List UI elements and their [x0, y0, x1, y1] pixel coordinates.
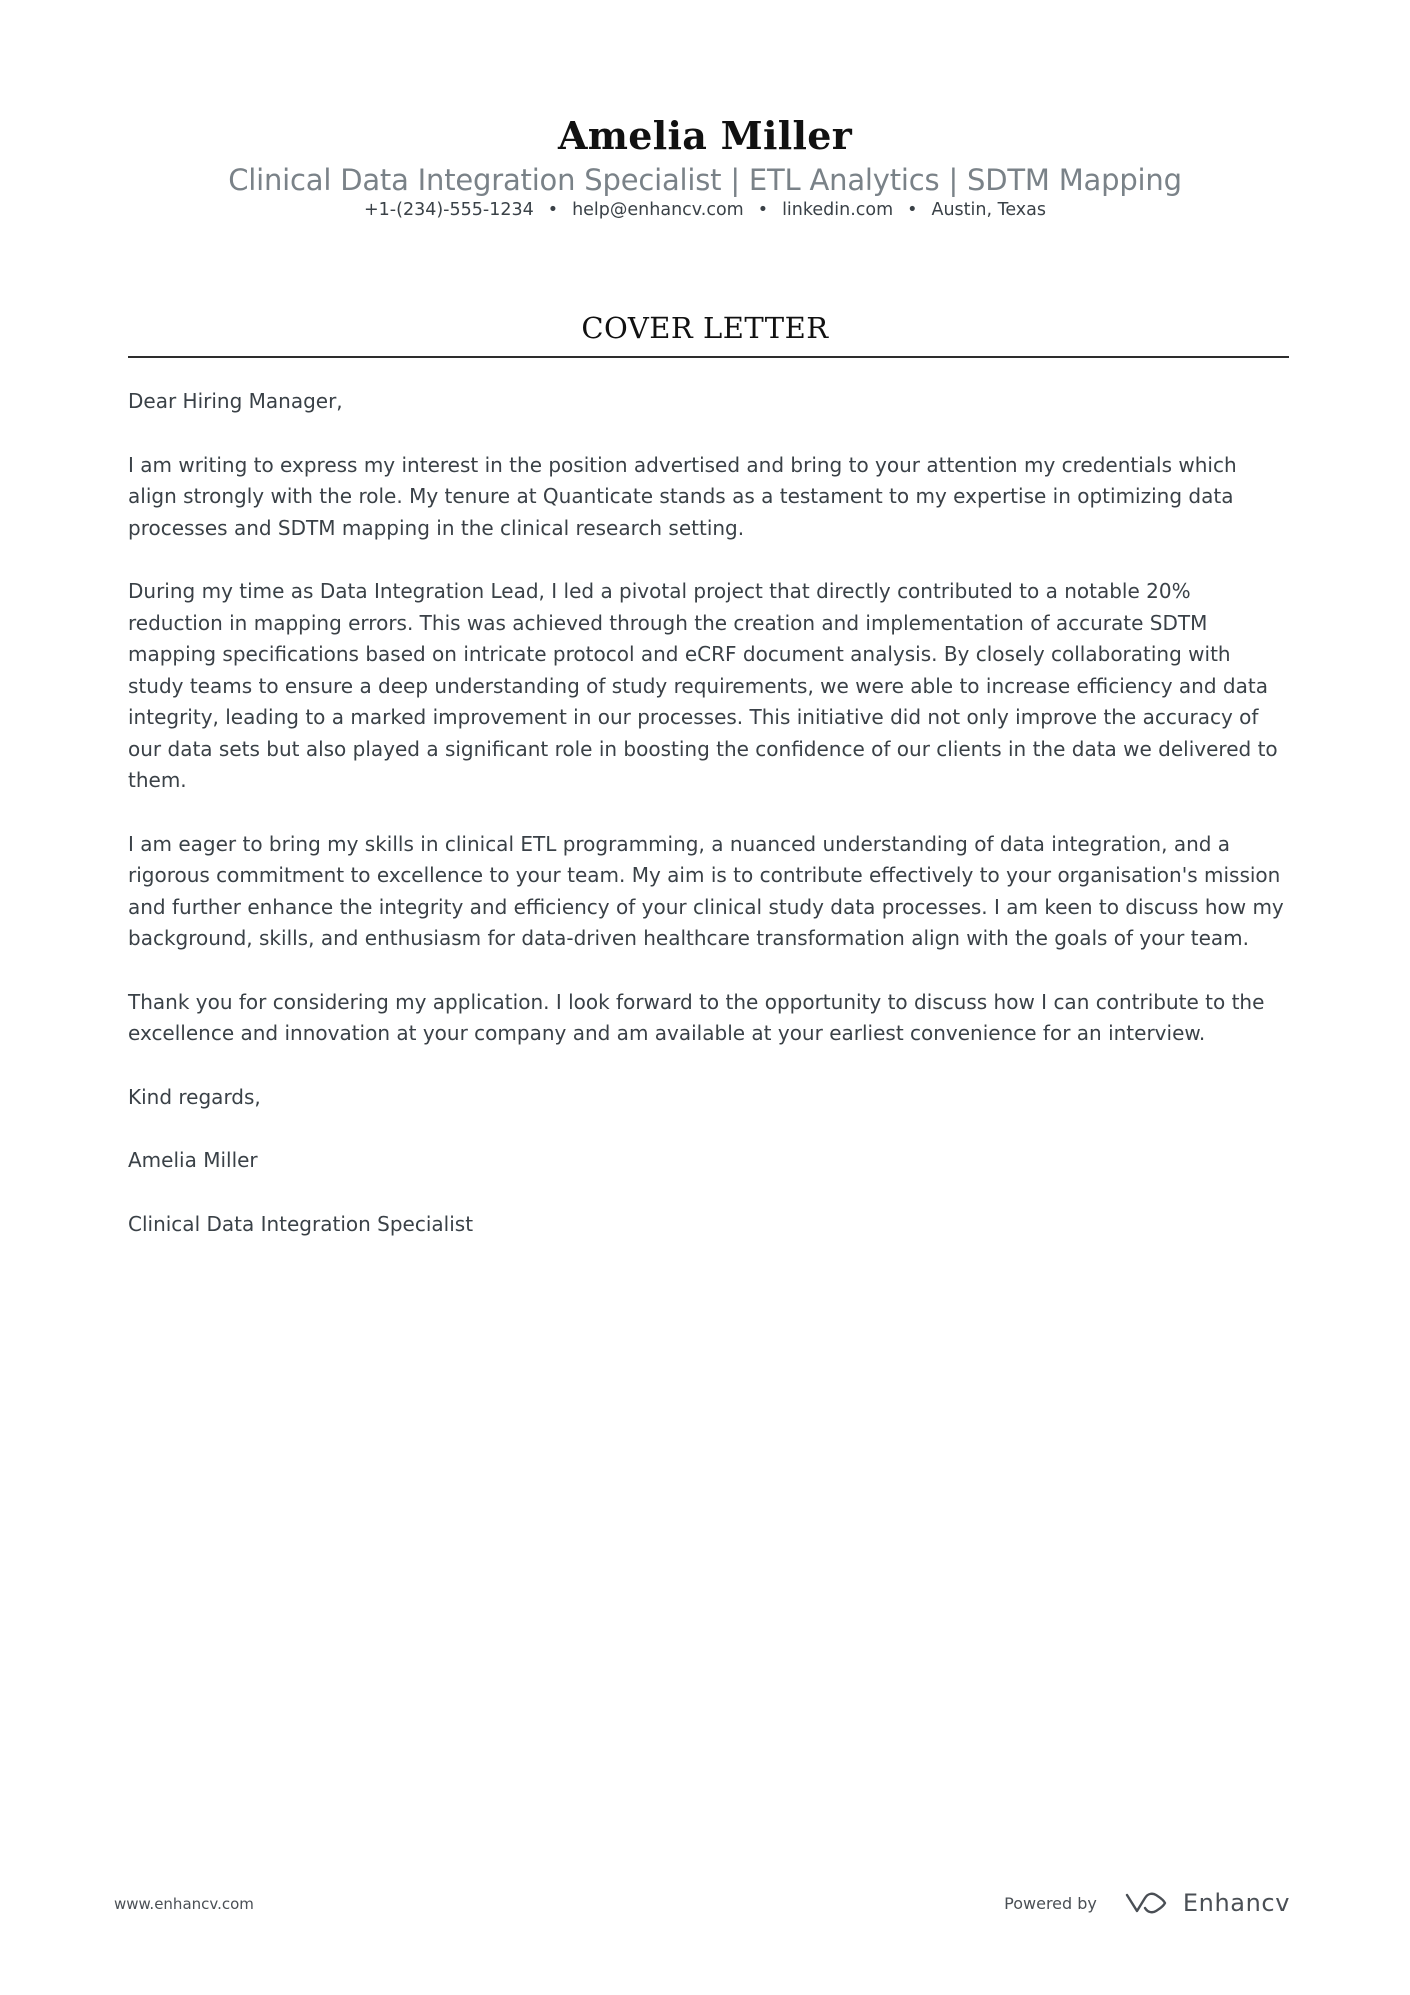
signature-title: Clinical Data Integration Specialist — [128, 1211, 474, 1236]
separator-dot: • — [547, 200, 559, 220]
letter-paragraph: During my time as Data Integration Lead, I led a pivotal project that directly contributed to a notable 20% reduction in mapping errors. This was achieved through the creation and implementation of accurate SDTM mapping specifications based on intricate protocol and eCRF document analysis. By closely collaborating with study teams to ensure a deep understanding of study requirements, we were able to increase efficiency and data integrity, leading to a marked improvement in our processes. This initiative did not only improve the accuracy of our data sets but also played a significant role in boosting the confidence of our clients in the data we delivered to them. — [128, 579, 1278, 792]
closing: Kind regards, — [128, 1084, 261, 1109]
letter-paragraph: I am writing to express my interest in the position advertised and bring to your attention my credentials which align strongly with the role. My tenure at Quanticate stands as a testament to my expertise in optimizing data processes and SDTM mapping in the clinical research setting. — [128, 452, 1237, 540]
footer-website-link[interactable]: www.enhancv.com — [114, 1895, 254, 1913]
contact-location: Austin, Texas — [931, 200, 1046, 220]
contact-line — [0, 197, 1410, 223]
applicant-headline: Clinical Data Integration Specialist | ETL Analytics | SDTM Mapping — [228, 163, 1182, 197]
letter-paragraph: I am eager to bring my skills in clinical ETL programming, a nuanced understanding of data integration, and a rigorous commitment to excellence to your team. My aim is to contribute effectively to your organisation's mission and further enhance the integrity and efficiency of your clinical study data processes. I am keen to discuss how my background, skills, and enthusiasm for data-driven healthcare transformation align with the goals of your team. — [128, 831, 1284, 950]
letter-body — [128, 386, 1289, 1272]
section-title: COVER LETTER — [581, 311, 829, 345]
separator-dot: • — [907, 200, 918, 220]
separator-dot: • — [757, 200, 769, 220]
applicant-name: Amelia Miller — [557, 113, 853, 158]
signature-name: Amelia Miller — [128, 1148, 258, 1172]
powered-by-label: Powered by — [1004, 1893, 1097, 1913]
contact-linkedin: linkedin.com — [782, 200, 894, 220]
section-divider — [128, 356, 1289, 358]
brand-link[interactable] — [1123, 1889, 1290, 1917]
brand-name: Enhancv — [1182, 1889, 1290, 1917]
enhancv-logo-icon — [1123, 1890, 1169, 1916]
footer-branding — [1004, 1886, 1290, 1920]
salutation: Dear Hiring Manager, — [128, 389, 343, 413]
letter-paragraph: Thank you for considering my application. I look forward to the opportunity to discuss how I can contribute to the excellence and innovation at your company and am available at your earliest convenience for an interview. — [128, 989, 1265, 1045]
contact-email: help@enhancv.com — [572, 200, 744, 220]
contact-phone: +1-(234)-555-1234 — [364, 200, 534, 220]
